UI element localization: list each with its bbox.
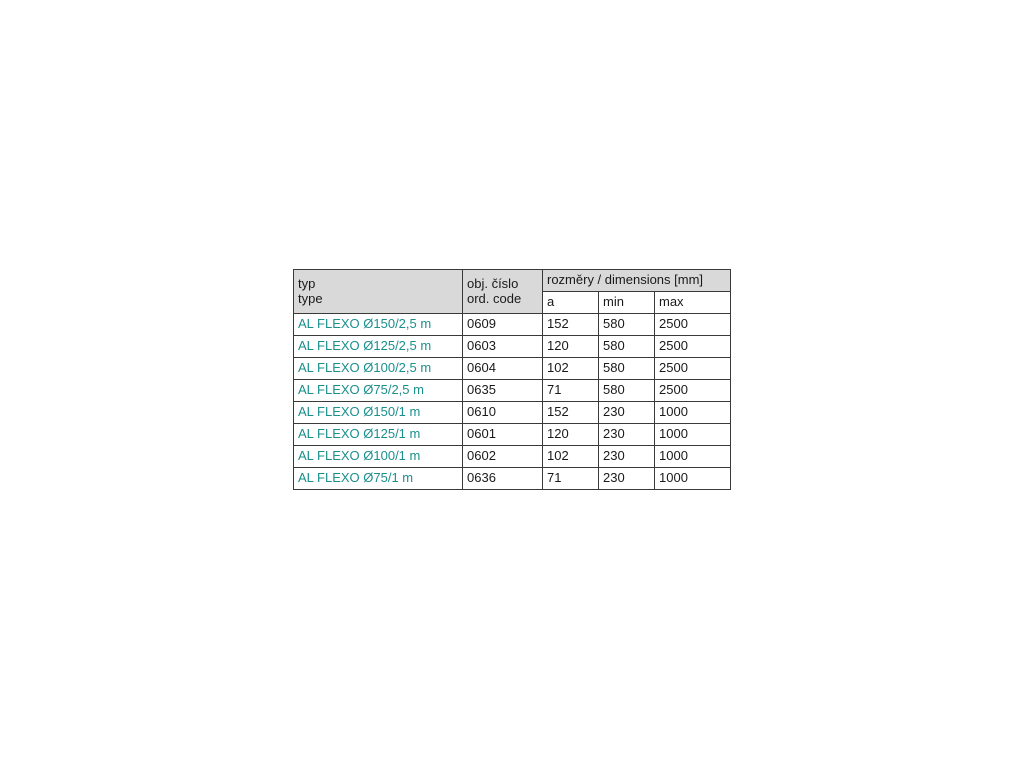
min-cell: 580: [599, 314, 655, 336]
table-row: [294, 402, 731, 424]
header-row: [294, 270, 731, 292]
a-cell: 71: [543, 468, 599, 490]
type-cell: AL FLEXO Ø75/2,5 m: [294, 380, 463, 402]
type-cell: AL FLEXO Ø100/2,5 m: [294, 358, 463, 380]
header-code-line2: ord. code: [467, 290, 522, 306]
a-cell: 152: [543, 402, 599, 424]
a-cell: 102: [543, 358, 599, 380]
code-cell: 0636: [463, 468, 543, 490]
code-cell: 0635: [463, 380, 543, 402]
type-cell: AL FLEXO Ø125/1 m: [294, 424, 463, 446]
min-cell: 580: [599, 336, 655, 358]
table-row: [294, 380, 731, 402]
code-cell: 0602: [463, 446, 543, 468]
table-row: [294, 358, 731, 380]
a-cell: 120: [543, 424, 599, 446]
max-cell: 2500: [655, 358, 731, 380]
header-type-line2: type: [298, 290, 323, 306]
subheader-max: max: [655, 292, 731, 314]
min-cell: 230: [599, 446, 655, 468]
header-type-line1: typ: [298, 275, 316, 291]
table-row: [294, 424, 731, 446]
type-cell: AL FLEXO Ø150/2,5 m: [294, 314, 463, 336]
min-cell: 230: [599, 468, 655, 490]
spec-table: [293, 269, 731, 490]
code-cell: 0603: [463, 336, 543, 358]
max-cell: 2500: [655, 314, 731, 336]
subheader-min: min: [599, 292, 655, 314]
type-cell: AL FLEXO Ø125/2,5 m: [294, 336, 463, 358]
type-cell: AL FLEXO Ø75/1 m: [294, 468, 463, 490]
header-code-line1: obj. číslo: [467, 275, 519, 291]
table-body: [294, 314, 731, 490]
code-cell: 0601: [463, 424, 543, 446]
code-cell: 0610: [463, 402, 543, 424]
min-cell: 580: [599, 380, 655, 402]
table-row: [294, 446, 731, 468]
table-row: [294, 468, 731, 490]
max-cell: 1000: [655, 468, 731, 490]
a-cell: 102: [543, 446, 599, 468]
max-cell: 1000: [655, 424, 731, 446]
max-cell: 2500: [655, 336, 731, 358]
table-header: [294, 270, 731, 314]
a-cell: 152: [543, 314, 599, 336]
table-row: [294, 336, 731, 358]
type-cell: AL FLEXO Ø150/1 m: [294, 402, 463, 424]
table-row: [294, 314, 731, 336]
max-cell: 1000: [655, 402, 731, 424]
max-cell: 2500: [655, 380, 731, 402]
min-cell: 230: [599, 402, 655, 424]
header-type: [294, 270, 463, 314]
type-cell: AL FLEXO Ø100/1 m: [294, 446, 463, 468]
header-code: [463, 270, 543, 314]
header-dimensions: rozměry / dimensions [mm]: [543, 270, 731, 292]
subheader-a: a: [543, 292, 599, 314]
a-cell: 120: [543, 336, 599, 358]
code-cell: 0604: [463, 358, 543, 380]
min-cell: 230: [599, 424, 655, 446]
min-cell: 580: [599, 358, 655, 380]
a-cell: 71: [543, 380, 599, 402]
max-cell: 1000: [655, 446, 731, 468]
code-cell: 0609: [463, 314, 543, 336]
